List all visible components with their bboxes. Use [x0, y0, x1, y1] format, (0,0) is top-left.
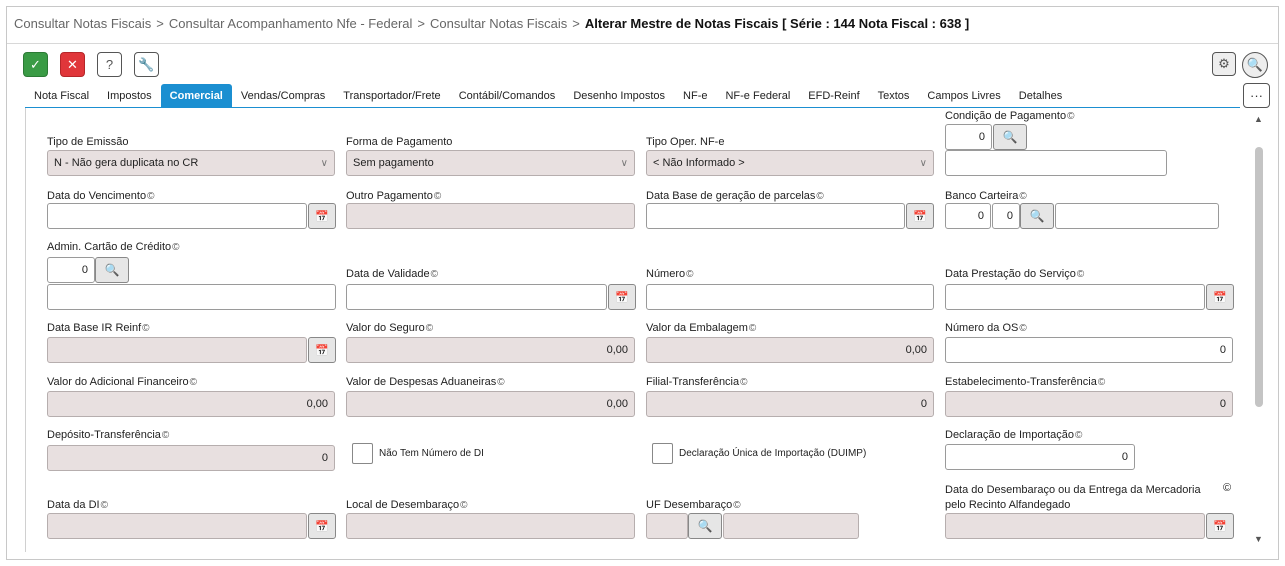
condicao-pagamento-label: Condição de Pagamento© [945, 110, 1075, 122]
tipo-emissao-label: Tipo de Emissão [47, 136, 129, 148]
condicao-pagamento-code[interactable]: 0 [945, 124, 992, 150]
info-icon[interactable]: © [740, 377, 748, 388]
search-icon: 🔍 [1029, 209, 1045, 223]
tab-campos-livres[interactable]: Campos Livres [927, 90, 1001, 102]
data-base-ir-input[interactable] [47, 337, 307, 363]
valor-seguro-label: Valor do Seguro© [346, 322, 434, 334]
calendar-icon: 📅 [1213, 291, 1227, 304]
condicao-pagamento-desc[interactable] [945, 150, 1167, 176]
data-desembaraco-label: Data do Desembaraço ou da Entrega da Mercadoria [945, 484, 1201, 496]
info-icon[interactable]: © [433, 191, 442, 202]
forma-pagamento-select[interactable]: Sem pagamento ∨ [346, 150, 635, 176]
numero-label: Número© [646, 268, 694, 280]
data-base-parcelas-label: Data Base de geração de parcelas© [646, 190, 824, 202]
estab-transf-input[interactable]: 0 [945, 391, 1233, 417]
gear-icon: ⚙ [1218, 56, 1230, 71]
forma-pagamento-label: Forma de Pagamento [346, 136, 453, 148]
filial-transf-input[interactable]: 0 [646, 391, 934, 417]
valor-embalagem-label: Valor da Embalagem© [646, 322, 757, 334]
info-icon[interactable]: © [1097, 377, 1106, 388]
info-icon[interactable]: © [460, 500, 468, 511]
numero-os-input[interactable]: 0 [945, 337, 1233, 363]
valor-adicional-label: Valor do Adicional Financeiro© [47, 376, 198, 388]
cancel-button[interactable] [60, 52, 85, 77]
scroll-up-icon[interactable]: ▲ [1254, 114, 1263, 124]
page-title: Alterar Mestre de Notas Fiscais [ Série : 144 Nota Fiscal : 638 ] [584, 16, 970, 31]
tab-efd-reinf[interactable]: EFD-Reinf [808, 90, 860, 102]
uf-desembaraco-desc[interactable] [723, 513, 859, 539]
ellipsis-icon: ··· [1250, 88, 1263, 103]
calendar-button[interactable] [308, 203, 336, 229]
data-prestacao-input[interactable] [945, 284, 1205, 310]
banco-input[interactable]: 0 [945, 203, 991, 229]
more-button[interactable] [1243, 83, 1270, 108]
breadcrumb-item-3[interactable]: Consultar Notas Fiscais [429, 16, 568, 31]
banco-carteira-search[interactable] [1020, 203, 1054, 229]
admin-cartao-code[interactable]: 0 [47, 257, 95, 283]
data-di-label: Data da DI© [47, 499, 108, 511]
admin-cartao-label: Admin. Cartão de Crédito© [47, 241, 180, 253]
banco-carteira-label: Banco Carteira© [945, 190, 1027, 202]
question-icon: ? [105, 57, 114, 72]
calendar-button[interactable] [308, 337, 336, 363]
tab-comercial[interactable]: Comercial [161, 84, 232, 108]
duimp-checkbox[interactable] [652, 443, 673, 464]
tab-nfe-federal[interactable]: NF-e Federal [725, 90, 791, 102]
scrollbar-thumb[interactable] [1255, 147, 1263, 407]
tab-impostos[interactable]: Impostos [107, 90, 152, 102]
tab-desenho-impostos[interactable]: Desenho Impostos [573, 90, 666, 102]
uf-desembaraco-label: UF Desembaraço© [646, 499, 741, 511]
breadcrumb-item-2[interactable]: Consultar Acompanhamento Nfe - Federal [168, 16, 413, 31]
banco-carteira-desc[interactable] [1055, 203, 1219, 229]
local-desembaraco-label: Local de Desembaraço© [346, 499, 468, 511]
info-icon[interactable]: © [1067, 111, 1075, 122]
info-icon[interactable]: © [497, 377, 505, 388]
calendar-icon: 📅 [1213, 520, 1227, 533]
condicao-pagamento-search[interactable] [993, 124, 1027, 150]
data-desembaraco-label-2: pelo Recinto Alfandegado [945, 499, 1071, 511]
breadcrumb-separator: > [572, 16, 580, 31]
tipo-oper-select[interactable]: < Não Informado > ∨ [646, 150, 934, 176]
valor-embalagem-input[interactable]: 0,00 [646, 337, 934, 363]
carteira-input[interactable]: 0 [992, 203, 1020, 229]
wrench-icon: 🔧 [138, 56, 155, 72]
declaracao-importacao-input[interactable]: 0 [945, 444, 1135, 470]
search-icon: 🔍 [104, 263, 120, 277]
breadcrumb-separator: > [417, 16, 425, 31]
info-icon[interactable]: © [147, 191, 155, 202]
tipo-oper-label: Tipo Oper. NF-e [646, 136, 725, 148]
breadcrumb-separator: > [156, 16, 164, 31]
data-validade-input[interactable] [346, 284, 607, 310]
info-icon[interactable]: © [1223, 482, 1232, 494]
info-icon[interactable]: © [189, 377, 198, 388]
calendar-button[interactable] [608, 284, 636, 310]
valor-despesas-input[interactable]: 0,00 [346, 391, 635, 417]
search-icon: 🔍 [1002, 130, 1018, 144]
confirm-button[interactable] [23, 52, 48, 77]
close-icon: ✕ [67, 56, 78, 72]
scroll-down-icon[interactable]: ▼ [1254, 534, 1263, 544]
info-icon[interactable]: © [816, 191, 824, 202]
chevron-down-icon: ∨ [620, 157, 628, 169]
info-icon[interactable]: © [748, 323, 757, 334]
calendar-button[interactable] [1206, 284, 1234, 310]
info-icon[interactable]: © [100, 500, 108, 511]
search-icon: 🔍 [697, 519, 713, 533]
check-icon: ✓ [30, 56, 41, 72]
valor-seguro-input[interactable]: 0,00 [346, 337, 635, 363]
calendar-icon: 📅 [315, 520, 329, 533]
calendar-icon: 📅 [913, 210, 927, 223]
info-icon[interactable]: © [430, 269, 438, 280]
info-icon[interactable]: © [686, 269, 694, 280]
info-icon[interactable]: © [1019, 323, 1027, 334]
settings-button[interactable] [1212, 52, 1236, 76]
info-icon[interactable]: © [1019, 191, 1027, 202]
nao-tem-di-label: Não Tem Número de DI [379, 448, 484, 459]
search-button[interactable] [1242, 52, 1268, 78]
info-icon[interactable]: © [1075, 430, 1083, 441]
data-vencimento-input[interactable] [47, 203, 307, 229]
tab-vendas-compras[interactable]: Vendas/Compras [240, 90, 326, 102]
valor-adicional-input[interactable]: 0,00 [47, 391, 335, 417]
calendar-button[interactable] [906, 203, 934, 229]
breadcrumb [14, 16, 969, 31]
comercial-panel [25, 108, 1250, 552]
info-icon[interactable]: © [142, 323, 150, 334]
admin-cartao-desc[interactable] [47, 284, 336, 310]
duimp-label: Declaração Única de Importação (DUIMP) [679, 448, 867, 459]
nao-tem-di-checkbox[interactable] [352, 443, 373, 464]
tab-nota-fiscal[interactable]: Nota Fiscal [34, 90, 90, 102]
header-divider [7, 43, 1278, 44]
calendar-icon: 📅 [615, 291, 629, 304]
calendar-button[interactable] [308, 513, 336, 539]
tab-transportador-frete[interactable]: Transportador/Frete [343, 90, 441, 102]
search-icon: 🔍 [1246, 57, 1264, 72]
tab-contabil-comandos[interactable]: Contábil/Comandos [458, 90, 556, 102]
calendar-icon: 📅 [315, 210, 329, 223]
data-prestacao-label: Data Prestação do Serviço© [945, 268, 1085, 280]
local-desembaraco-input[interactable] [346, 513, 635, 539]
deposito-transf-input[interactable]: 0 [47, 445, 335, 471]
data-base-parcelas-input[interactable] [646, 203, 905, 229]
declaracao-importacao-label: Declaração de Importação© [945, 429, 1083, 441]
outro-pagamento-input[interactable] [346, 203, 635, 229]
tab-detalhes[interactable]: Detalhes [1018, 90, 1063, 102]
uf-desembaraco-search[interactable] [688, 513, 722, 539]
chevron-down-icon: ∨ [919, 157, 927, 169]
chevron-down-icon: ∨ [320, 157, 328, 169]
tab-bar [25, 84, 1071, 108]
vertical-scrollbar[interactable] [1252, 110, 1266, 550]
calendar-button[interactable] [1206, 513, 1234, 539]
breadcrumb-item-1[interactable]: Consultar Notas Fiscais [14, 16, 152, 31]
data-validade-label: Data de Validade© [346, 268, 438, 280]
data-base-ir-label: Data Base IR Reinf© [47, 322, 150, 334]
tab-textos[interactable]: Textos [877, 90, 910, 102]
calendar-icon: 📅 [315, 344, 329, 357]
filial-transf-label: Filial-Transferência© [646, 376, 748, 388]
data-di-input[interactable] [47, 513, 307, 539]
outro-pagamento-label: Outro Pagamento© [346, 190, 442, 202]
info-icon[interactable]: © [161, 430, 170, 441]
uf-desembaraco-input[interactable] [646, 513, 688, 539]
help-button[interactable] [97, 52, 122, 77]
data-vencimento-label: Data do Vencimento© [47, 190, 155, 202]
info-icon[interactable]: © [425, 323, 434, 334]
numero-os-label: Número da OS© [945, 322, 1027, 334]
info-icon[interactable]: © [1076, 269, 1085, 280]
tab-nfe[interactable]: NF-e [683, 90, 708, 102]
numero-input[interactable] [646, 284, 934, 310]
tools-button[interactable] [134, 52, 159, 77]
estab-transf-label: Estabelecimento-Transferência© [945, 376, 1106, 388]
admin-cartao-search[interactable] [95, 257, 129, 283]
tipo-emissao-select[interactable]: N - Não gera duplicata no CR ∨ [47, 150, 335, 176]
data-desembaraco-input[interactable] [945, 513, 1205, 539]
info-icon[interactable]: © [733, 500, 741, 511]
deposito-transf-label: Depósito-Transferência© [47, 429, 170, 441]
valor-despesas-label: Valor de Despesas Aduaneiras© [346, 376, 505, 388]
info-icon[interactable]: © [172, 242, 180, 253]
